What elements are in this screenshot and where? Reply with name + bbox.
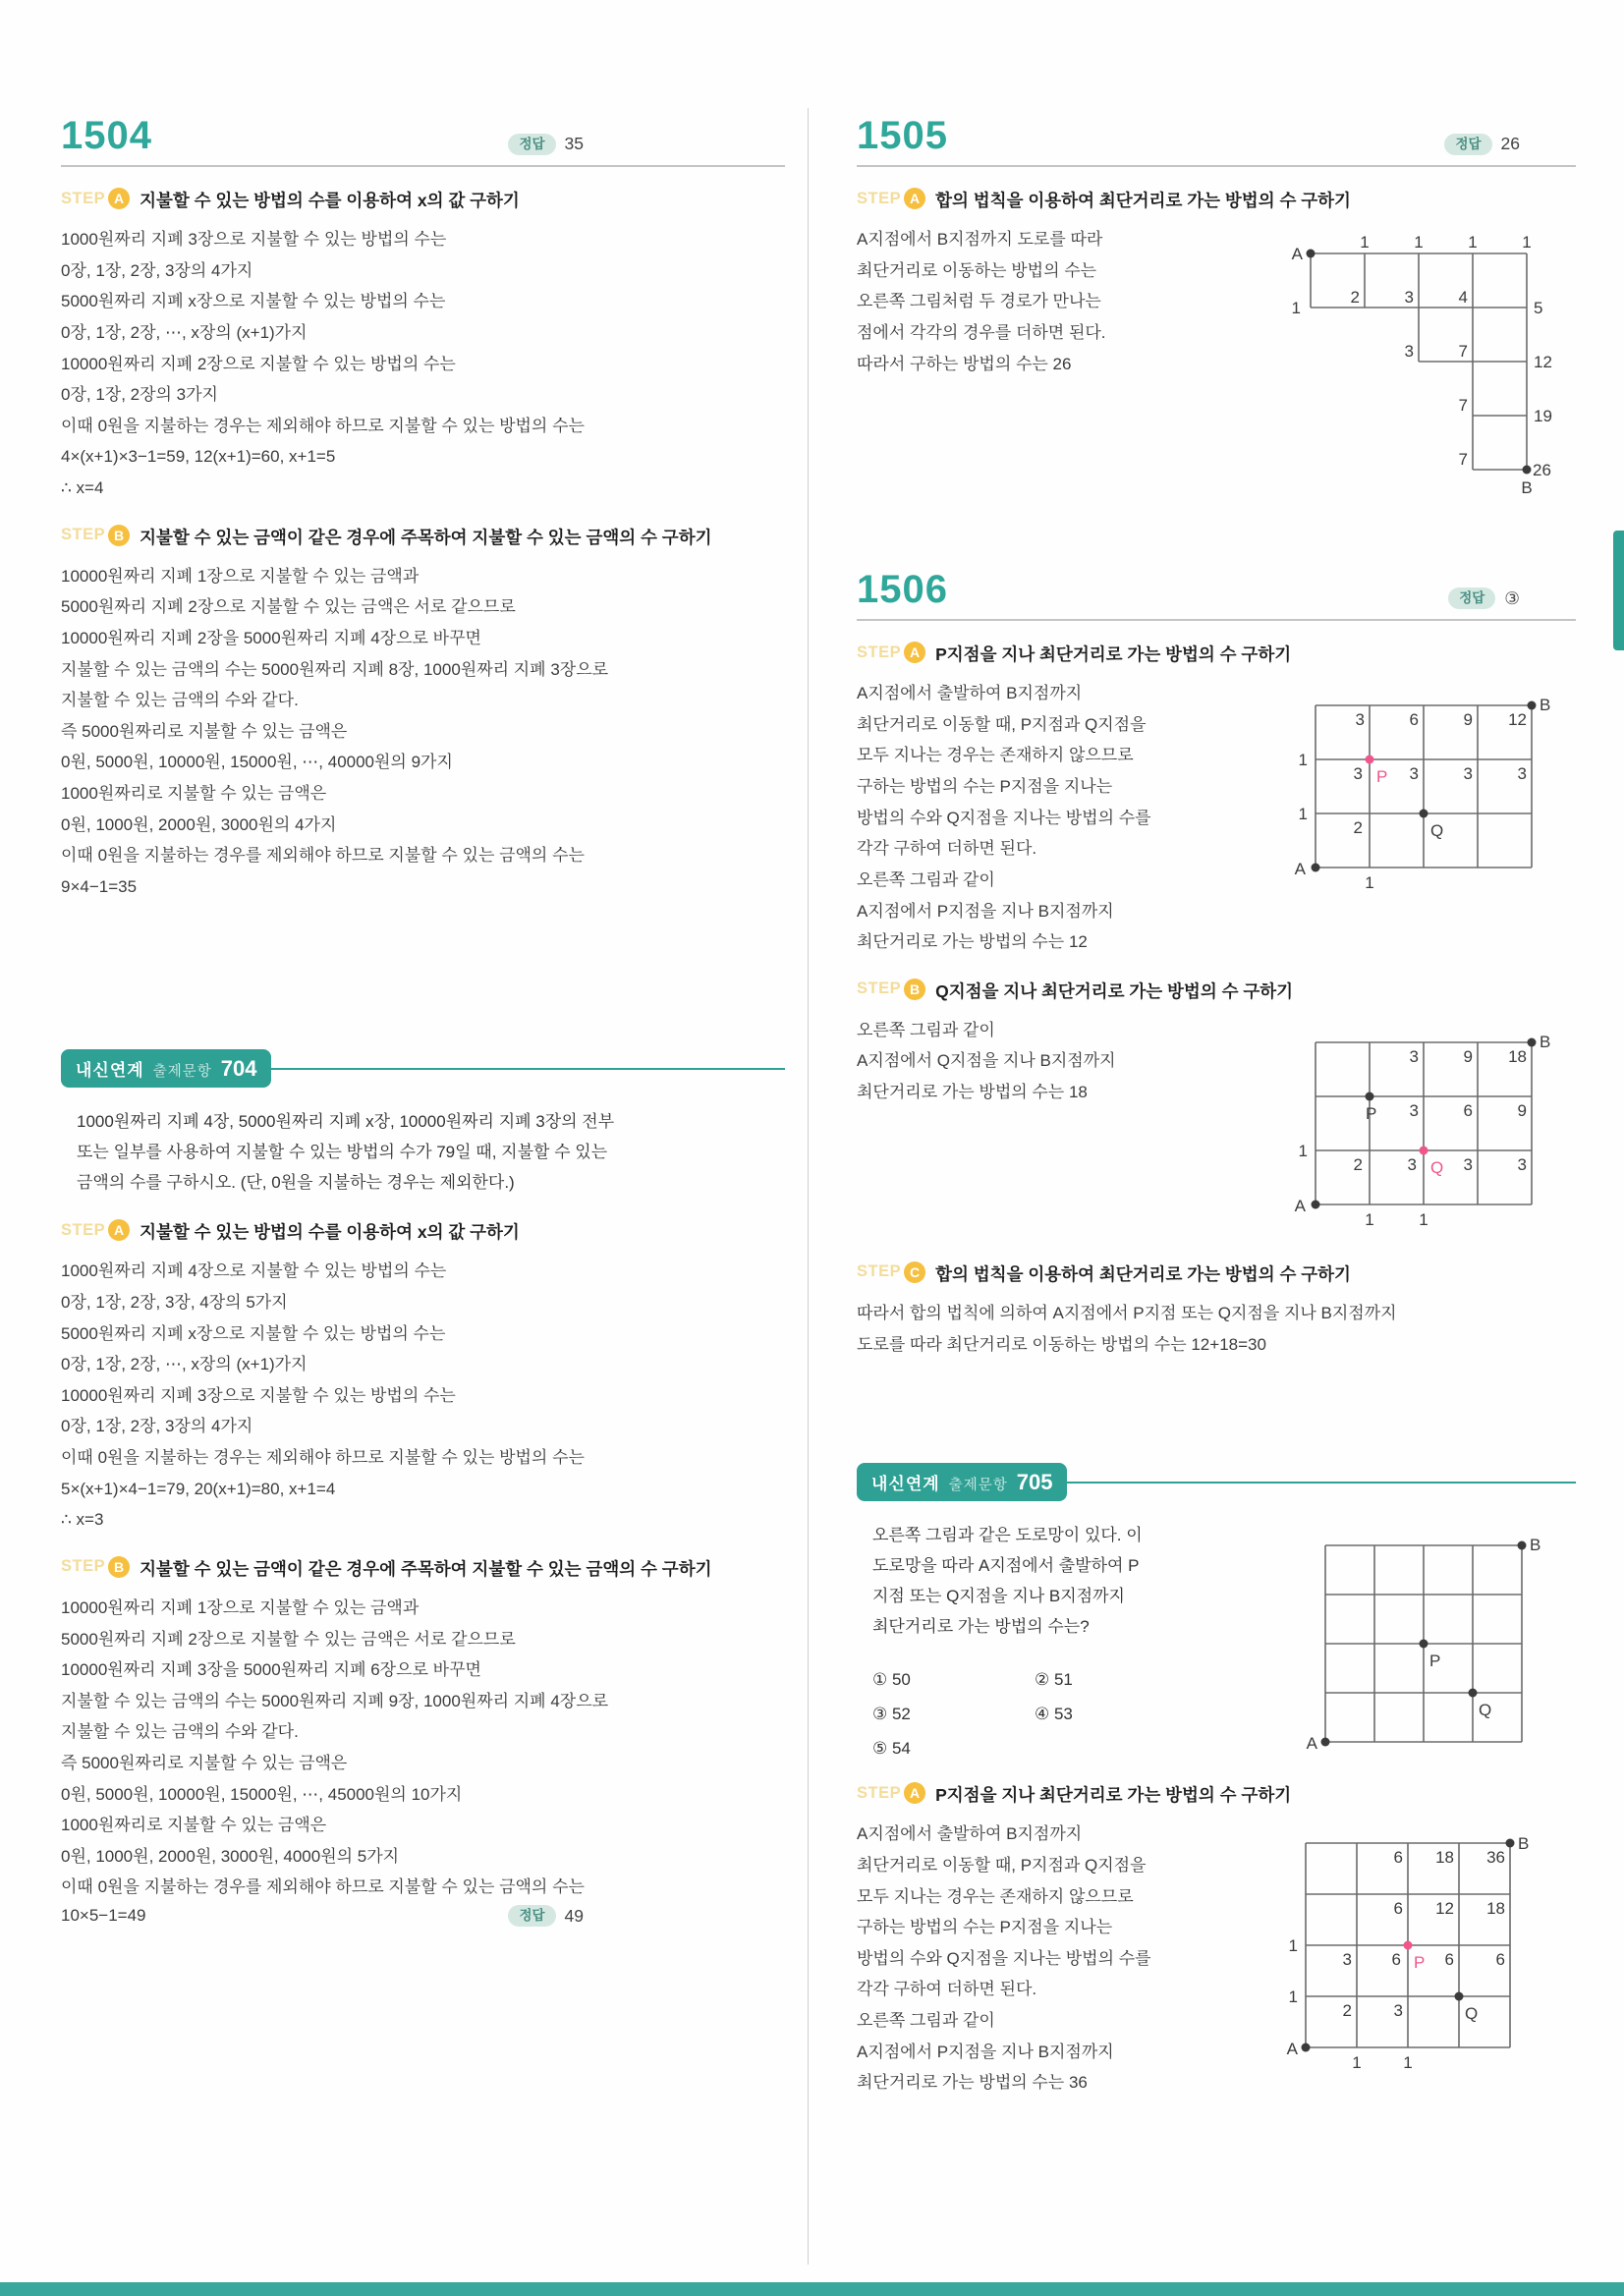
text-line: 0원, 1000원, 2000원, 3000원, 4000원의 5가지 — [61, 1846, 400, 1866]
diagram-label-q: Q — [1479, 1701, 1492, 1720]
diagram-label: 7 — [1458, 450, 1468, 470]
diagram-label: 12 — [1534, 353, 1552, 372]
text-line: 0장, 1장, 2장, 3장, 4장의 5가지 — [61, 1292, 288, 1312]
diagram-label: A — [1286, 2040, 1298, 2059]
diagram-label: 1 — [1298, 1141, 1308, 1160]
lattice-diagram-1506-q — [1271, 1015, 1576, 1241]
problem-number: 1506 — [857, 568, 948, 612]
diagram-label: 3 — [1404, 342, 1414, 362]
diagram-label: A — [1294, 860, 1306, 879]
diagram-label-p: P — [1414, 1953, 1426, 1973]
linked-problem-number: 704 — [220, 1056, 257, 1082]
diagram-label-q: Q — [1430, 1157, 1444, 1177]
text-line: 또는 일부를 사용하여 지불할 수 있는 방법의 수가 79일 때, 지불할 수 있는 — [77, 1143, 608, 1162]
step-a-solution — [61, 1256, 785, 1535]
text-line: 점에서 각각의 경우를 더하면 된다. — [857, 322, 1106, 342]
text-line: 오른쪽 그림과 같이 — [857, 1020, 995, 1039]
linked-label-1: 내신연계 — [76, 1061, 144, 1081]
diagram-label: B — [1540, 1032, 1551, 1051]
diagram-label: 26 — [1533, 461, 1551, 480]
answer-badge — [1444, 134, 1520, 155]
problem-705 — [857, 1463, 1576, 2099]
answer-option: ④ 53 — [1035, 1704, 1073, 1723]
lattice-diagram-705-question — [1291, 1521, 1576, 1762]
question-text — [857, 1521, 1285, 1643]
step-b-header — [61, 524, 785, 551]
diagram-label: 3 — [1409, 764, 1419, 784]
diagram-label: 1 — [1403, 2053, 1413, 2073]
column-divider — [808, 108, 809, 2265]
text-line: 1000원짜리로 지불할 수 있는 금액은 — [61, 1816, 327, 1835]
diagram-label: 3 — [1404, 288, 1414, 308]
text-line: 4×(x+1)×3−1=59, 12(x+1)=60, x+1=5 — [61, 447, 336, 467]
answer-badge — [508, 1905, 584, 1927]
question-text — [61, 1107, 785, 1199]
diagram-label: 1 — [1414, 233, 1424, 252]
step-letter-icon: A — [904, 642, 925, 663]
step-title: P지점을 지나 최단거리로 가는 방법의 수 구하기 — [935, 1785, 1292, 1806]
diagram-label-q: Q — [1430, 821, 1444, 841]
text-line: 이때 0원을 지불하는 경우를 제외해야 하므로 지불할 수 있는 금액의 수는 — [61, 846, 585, 866]
answer-options — [857, 1670, 1285, 1759]
step-a-header — [857, 641, 1576, 668]
step-title: 지불할 수 있는 방법의 수를 이용하여 x의 값 구하기 — [140, 1222, 520, 1243]
diagram-label-q: Q — [1465, 2004, 1479, 2024]
text-line: 이때 0원을 지불하는 경우를 제외해야 하므로 지불할 수 있는 금액의 수는 — [61, 1877, 585, 1897]
diagram-label: 6 — [1393, 1899, 1403, 1919]
diagram-label: B — [1540, 696, 1551, 715]
linked-problem-badge — [61, 1049, 271, 1088]
diagram-label: 1 — [1298, 751, 1308, 770]
diagram-label: 4 — [1458, 288, 1468, 308]
text-line: ∴ x=4 — [61, 478, 104, 497]
text-line: 지불할 수 있는 금액의 수와 같다. — [61, 1722, 299, 1742]
step-badge — [61, 1218, 130, 1241]
diagram-label: 3 — [1409, 1100, 1419, 1120]
answer-pill: 정답 — [508, 134, 555, 155]
step-a-header — [61, 187, 785, 214]
diagram-label: A — [1306, 1734, 1317, 1754]
diagram-label: 2 — [1353, 1154, 1363, 1174]
text-line: 각각 구하여 더하면 된다. — [857, 839, 1037, 859]
diagram-label-p: P — [1429, 1652, 1441, 1671]
text-line: ∴ x=3 — [61, 1510, 104, 1530]
text-line: 10000원짜리 지폐 3장을 5000원짜리 지폐 6장으로 바꾸면 — [61, 1660, 481, 1680]
diagram-label: 12 — [1435, 1899, 1454, 1919]
diagram-label: 9 — [1463, 710, 1473, 730]
text-line: 최단거리로 이동하는 방법의 수는 — [857, 260, 1097, 280]
lattice-diagram-1506-p — [1271, 678, 1576, 904]
problem-1506 — [857, 570, 1576, 1360]
text-line: 방법의 수와 Q지점을 지나는 방법의 수를 — [857, 808, 1151, 827]
step-badge — [857, 187, 925, 209]
header-rule — [857, 165, 1576, 167]
answer-pill: 정답 — [1444, 134, 1491, 155]
diagram-label: B — [1530, 1536, 1541, 1555]
step-badge — [857, 978, 925, 1000]
text-line: A지점에서 P지점을 지나 B지점까지 — [857, 901, 1114, 921]
step-c-solution — [857, 1298, 1576, 1360]
diagram-label: 9 — [1463, 1046, 1473, 1066]
diagram-label: 6 — [1409, 710, 1419, 730]
text-line: 오른쪽 그림과 같이 — [857, 869, 995, 889]
text-line: 1000원짜리 지폐 4장, 5000원짜리 지폐 x장, 10000원짜리 지폐 3장의 전부 — [77, 1112, 615, 1132]
step-word: STEP — [857, 643, 902, 661]
step-b-solution — [61, 1593, 785, 1903]
step-word: STEP — [857, 980, 902, 998]
footer-bar — [0, 2282, 1624, 2296]
step-title: Q지점을 지나 최단거리로 가는 방법의 수 구하기 — [935, 980, 1294, 1001]
text-line: 지불할 수 있는 금액의 수는 5000원짜리 지폐 9장, 1000원짜리 지폐 4장으로 — [61, 1691, 609, 1710]
diagram-label-p: P — [1376, 767, 1388, 787]
diagram-label: 1 — [1298, 805, 1308, 824]
step-badge — [61, 187, 130, 209]
final-answer-row — [61, 1905, 785, 1927]
text-line: 0원, 1000원, 2000원, 3000원의 4가지 — [61, 814, 337, 834]
step-letter-icon: B — [904, 979, 925, 1000]
linked-label-2: 출제문항 — [948, 1478, 1008, 1494]
linked-problem-number: 705 — [1016, 1470, 1053, 1495]
step-a-solution — [857, 1819, 1256, 2098]
text-line: 도로망을 따라 A지점에서 출발하여 P — [872, 1556, 1140, 1576]
linked-label-1: 내신연계 — [871, 1475, 940, 1494]
answer-value: 49 — [564, 1905, 584, 1926]
diagram-label: 7 — [1458, 396, 1468, 416]
diagram-label: 7 — [1458, 342, 1468, 362]
text-line: A지점에서 P지점을 지나 B지점까지 — [857, 2042, 1114, 2061]
step-badge — [857, 641, 925, 663]
problem-1504 — [61, 116, 785, 902]
diagram-label: 1 — [1365, 873, 1374, 893]
diagram-label: 5 — [1534, 299, 1543, 318]
linked-problem-banner — [61, 1049, 785, 1088]
text-line: 0장, 1장, 2장, 3장의 4가지 — [61, 1417, 253, 1436]
step-word: STEP — [857, 1262, 902, 1281]
diagram-label: 19 — [1534, 407, 1552, 426]
diagram-label: 3 — [1517, 764, 1527, 784]
text-line: 따라서 구하는 방법의 수는 26 — [857, 354, 1072, 373]
text-line: 0원, 5000원, 10000원, 15000원, ⋯, 45000원의 10가지 — [61, 1784, 463, 1804]
answer-value: 26 — [1500, 134, 1520, 154]
text-line: 구하는 방법의 수는 P지점을 지나는 — [857, 777, 1113, 797]
text-line: 즉 5000원짜리로 지불할 수 있는 금액은 — [61, 721, 348, 741]
step-word: STEP — [61, 189, 106, 207]
step-letter-icon: A — [108, 1219, 130, 1241]
text-line: 지불할 수 있는 금액의 수와 같다. — [61, 691, 299, 710]
answer-badge — [508, 134, 584, 155]
text-line: 지불할 수 있는 금액의 수는 5000원짜리 지폐 8장, 1000원짜리 지폐 3장으로 — [61, 659, 609, 679]
header-rule — [857, 619, 1576, 621]
step-c-header — [857, 1260, 1576, 1288]
text-line: 1000원짜리 지폐 4장으로 지불할 수 있는 방법의 수는 — [61, 1261, 447, 1281]
text-line: A지점에서 B지점까지 도로를 따라 — [857, 230, 1103, 250]
step-a-header — [857, 187, 1576, 214]
diagram-label: 3 — [1342, 1950, 1352, 1970]
text-line: 각각 구하여 더하면 된다. — [857, 1980, 1037, 1999]
step-badge — [857, 1260, 925, 1283]
text-line: 0장, 1장, 2장, ⋯, x장의 (x+1)가지 — [61, 1355, 308, 1374]
text-line: 이때 0원을 지불하는 경우는 제외해야 하므로 지불할 수 있는 방법의 수는 — [61, 416, 585, 435]
step-letter-icon: B — [108, 1556, 130, 1578]
step-letter-icon: A — [904, 1782, 925, 1804]
step-a-solution — [857, 224, 1275, 379]
diagram-label: 3 — [1517, 1154, 1527, 1174]
step-word: STEP — [857, 1783, 902, 1802]
step-title: 합의 법칙을 이용하여 최단거리로 가는 방법의 수 구하기 — [935, 1263, 1351, 1284]
step-b-solution — [857, 1015, 1265, 1108]
step-title: 지불할 수 있는 금액이 같은 경우에 주목하여 지불할 수 있는 금액의 수 구하기 — [140, 527, 712, 547]
side-index-tab — [1613, 531, 1624, 650]
answer-option: ③ 52 — [872, 1704, 911, 1723]
text-line: 0원, 5000원, 10000원, 15000원, ⋯, 40000원의 9가지 — [61, 753, 453, 772]
text-line: 방법의 수와 Q지점을 지나는 방법의 수를 — [857, 1948, 1151, 1968]
text-line: 10000원짜리 지폐 3장으로 지불할 수 있는 방법의 수는 — [61, 1385, 456, 1405]
diagram-label: 3 — [1393, 2001, 1403, 2021]
step-letter-icon: C — [904, 1261, 925, 1283]
step-b-header — [857, 978, 1576, 1005]
text-line: 모두 지나는 경우는 존재하지 않으므로 — [857, 746, 1134, 765]
answer-pill: 정답 — [508, 1905, 555, 1927]
text-line: 9×4−1=35 — [61, 876, 138, 896]
diagram-label: A — [1294, 1196, 1306, 1215]
linked-rule — [1067, 1482, 1576, 1484]
text-line: 10000원짜리 지폐 1장으로 지불할 수 있는 금액과 — [61, 566, 420, 586]
diagram-label: B — [1521, 478, 1533, 498]
problem-1506-header — [857, 568, 1576, 612]
problem-704 — [61, 1049, 785, 1927]
text-line: 10000원짜리 지폐 2장을 5000원짜리 지폐 4장으로 바꾸면 — [61, 628, 481, 647]
step-title: 지불할 수 있는 방법의 수를 이용하여 x의 값 구하기 — [140, 191, 520, 210]
diagram-label: 3 — [1355, 710, 1365, 730]
text-line: 즉 5000원짜리로 지불할 수 있는 금액은 — [61, 1754, 348, 1773]
diagram-label: 1 — [1291, 299, 1301, 318]
diagram-label: 2 — [1353, 818, 1363, 838]
text-line: 5×(x+1)×4−1=79, 20(x+1)=80, x+1=4 — [61, 1479, 336, 1498]
text-line: 지점 또는 Q지점을 지나 B지점까지 — [872, 1587, 1125, 1606]
text-line: 1000원짜리로 지불할 수 있는 금액은 — [61, 784, 327, 803]
step-word: STEP — [61, 1557, 106, 1576]
final-formula: 10×5−1=49 — [61, 1906, 146, 1926]
text-line: 오른쪽 그림처럼 두 경로가 만나는 — [857, 292, 1101, 311]
problem-number: 1504 — [61, 114, 152, 157]
step-title: 합의 법칙을 이용하여 최단거리로 가는 방법의 수 구하기 — [935, 191, 1351, 210]
step-a-solution — [857, 678, 1265, 957]
step-a-header — [857, 1781, 1576, 1809]
text-line: A지점에서 출발하여 B지점까지 — [857, 1824, 1083, 1844]
step-letter-icon: B — [108, 525, 130, 546]
step-word: STEP — [857, 189, 902, 207]
answer-value: ③ — [1504, 588, 1520, 608]
diagram-label: 1 — [1468, 233, 1478, 252]
text-line: 오른쪽 그림과 같은 도로망이 있다. 이 — [872, 1526, 1143, 1545]
step-b-header — [61, 1555, 785, 1583]
diagram-label: 3 — [1407, 1154, 1417, 1174]
linked-label-2: 출제문항 — [152, 1064, 212, 1081]
problem-1504-header — [61, 116, 785, 155]
diagram-label: 1 — [1288, 1936, 1298, 1956]
step-badge — [857, 1781, 925, 1804]
lattice-diagram-1505 — [1281, 224, 1576, 499]
step-word: STEP — [61, 1220, 106, 1239]
text-line: 이때 0원을 지불하는 경우는 제외해야 하므로 지불할 수 있는 방법의 수는 — [61, 1448, 585, 1468]
text-line: 0장, 1장, 2장, 3장의 4가지 — [61, 260, 253, 280]
text-line: 5000원짜리 지폐 2장으로 지불할 수 있는 금액은 서로 같으므로 — [61, 1629, 516, 1649]
diagram-label: 3 — [1463, 764, 1473, 784]
text-line: A지점에서 출발하여 B지점까지 — [857, 684, 1083, 703]
text-line: 모두 지나는 경우는 존재하지 않으므로 — [857, 1886, 1134, 1906]
text-line: 10000원짜리 지폐 1장으로 지불할 수 있는 금액과 — [61, 1597, 420, 1617]
answer-option: ② 51 — [1035, 1669, 1073, 1689]
problem-1505-header — [857, 116, 1576, 155]
text-line: 구하는 방법의 수는 P지점을 지나는 — [857, 1918, 1113, 1937]
diagram-label: 3 — [1409, 1046, 1419, 1066]
problem-number: 1505 — [857, 114, 948, 157]
diagram-label: 3 — [1353, 764, 1363, 784]
right-column — [857, 116, 1576, 2099]
diagram-label: 18 — [1435, 1848, 1454, 1868]
step-word: STEP — [61, 526, 106, 544]
text-line: 최단거리로 가는 방법의 수는 36 — [857, 2073, 1088, 2093]
diagram-label: 1 — [1360, 233, 1370, 252]
diagram-label: 12 — [1508, 710, 1527, 730]
step-badge — [61, 524, 130, 546]
step-badge — [61, 1555, 130, 1578]
diagram-label: 1 — [1522, 233, 1532, 252]
text-line: 5000원짜리 지폐 2장으로 지불할 수 있는 금액은 서로 같으므로 — [61, 597, 516, 617]
text-line: 따라서 합의 법칙에 의하여 A지점에서 P지점 또는 Q지점을 지나 B지점까지 — [857, 1303, 1397, 1322]
answer-option: ① 50 — [872, 1669, 911, 1689]
linked-problem-banner — [857, 1463, 1576, 1501]
text-line: 최단거리로 이동할 때, P지점과 Q지점을 — [857, 714, 1147, 734]
text-line: 최단거리로 이동할 때, P지점과 Q지점을 — [857, 1855, 1147, 1875]
problem-1505 — [857, 116, 1576, 499]
step-a-solution — [61, 224, 785, 503]
text-line: 0장, 1장, 2장, ⋯, x장의 (x+1)가지 — [61, 322, 308, 342]
linked-rule — [271, 1068, 785, 1070]
header-rule — [61, 165, 785, 167]
diagram-label: 3 — [1463, 1154, 1473, 1174]
diagram-label: 2 — [1350, 288, 1360, 308]
text-line: 0장, 1장, 2장의 3가지 — [61, 385, 218, 405]
text-line: A지점에서 Q지점을 지나 B지점까지 — [857, 1051, 1116, 1071]
answer-value: 35 — [564, 134, 584, 154]
diagram-label: 18 — [1486, 1899, 1505, 1919]
diagram-label: 1 — [1365, 1209, 1374, 1229]
step-letter-icon: A — [904, 188, 925, 209]
diagram-label: 6 — [1393, 1848, 1403, 1868]
text-line: 최단거리로 가는 방법의 수는? — [872, 1617, 1090, 1637]
text-line: 10000원짜리 지폐 2장으로 지불할 수 있는 방법의 수는 — [61, 354, 456, 373]
text-line: 오른쪽 그림과 같이 — [857, 2010, 995, 2030]
diagram-label: A — [1291, 245, 1303, 264]
lattice-diagram-705-solution — [1261, 1819, 1576, 2076]
diagram-label: 6 — [1463, 1100, 1473, 1120]
text-line: 5000원짜리 지폐 x장으로 지불할 수 있는 방법의 수는 — [61, 292, 446, 311]
answer-option: ⑤ 54 — [872, 1738, 911, 1758]
diagram-label: B — [1518, 1834, 1530, 1854]
diagram-label: 2 — [1342, 2001, 1352, 2021]
diagram-label: 9 — [1517, 1100, 1527, 1120]
diagram-label: 1 — [1288, 1988, 1298, 2007]
diagram-label: 6 — [1391, 1950, 1401, 1970]
step-title: P지점을 지나 최단거리로 가는 방법의 수 구하기 — [935, 644, 1292, 665]
diagram-label: 1 — [1352, 2053, 1362, 2073]
diagram-label: 18 — [1508, 1046, 1527, 1066]
step-b-solution — [61, 561, 785, 903]
text-line: 최단거리로 가는 방법의 수는 18 — [857, 1083, 1088, 1102]
linked-problem-badge — [857, 1463, 1067, 1501]
text-line: 최단거리로 가는 방법의 수는 12 — [857, 932, 1088, 952]
text-line: 5000원짜리 지폐 x장으로 지불할 수 있는 방법의 수는 — [61, 1323, 446, 1343]
step-title: 지불할 수 있는 금액이 같은 경우에 주목하여 지불할 수 있는 금액의 수 구하기 — [140, 1558, 712, 1579]
left-column — [61, 116, 785, 1927]
diagram-label: 6 — [1444, 1950, 1454, 1970]
step-letter-icon: A — [108, 188, 130, 209]
answer-badge — [1448, 588, 1520, 609]
diagram-label: 36 — [1486, 1848, 1505, 1868]
answer-pill: 정답 — [1448, 588, 1495, 609]
step-a-header — [61, 1218, 785, 1246]
diagram-label: 1 — [1419, 1209, 1428, 1229]
text-line: 금액의 수를 구하시오. (단, 0원을 지불하는 경우는 제외한다.) — [77, 1173, 515, 1193]
text-line: 도로를 따라 최단거리로 이동하는 방법의 수는 12+18=30 — [857, 1334, 1266, 1354]
text-line: 1000원짜리 지폐 3장으로 지불할 수 있는 방법의 수는 — [61, 230, 447, 250]
diagram-label: 6 — [1495, 1950, 1505, 1970]
diagram-label-p: P — [1366, 1103, 1377, 1123]
